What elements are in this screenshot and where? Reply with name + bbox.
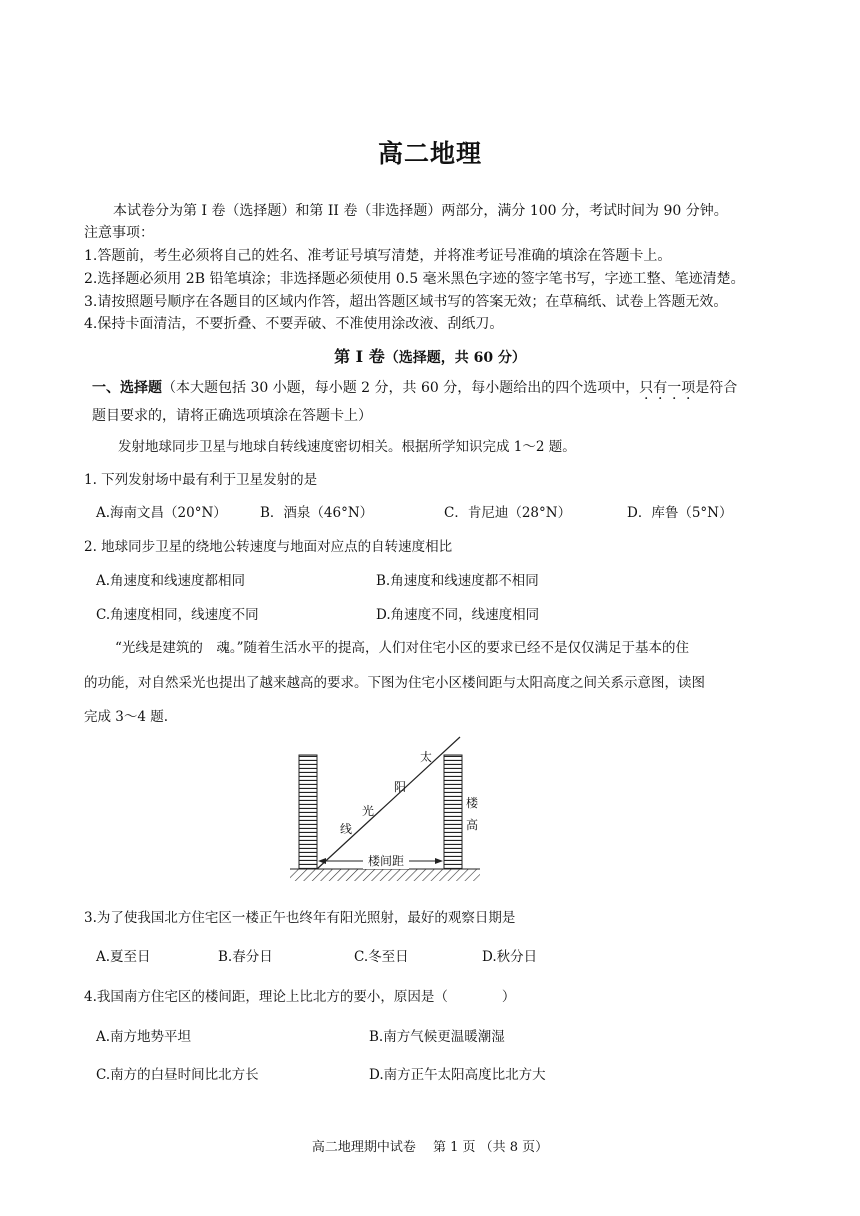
q3-option-c: C.冬至日 [354, 949, 409, 965]
page-footer: 高二地理期中试卷 第 1 页 （共 8 页） [311, 1140, 549, 1155]
notice-item: 3.请按照题号顺序在各题目的区域内作答，超出答题区域书写的答案无效；在草稿纸、试卷上答题无效。 [84, 294, 728, 310]
emphasis-char: 只 [639, 380, 654, 396]
section-main: 第 I 卷 [334, 347, 385, 366]
q1-option-b: B．酒泉（46°N） [260, 505, 374, 521]
q4-option-b: B.南方气候更温暖潮湿 [369, 1029, 505, 1045]
part1-desc-end: 是符合 [695, 380, 738, 396]
q2-option-b: B.角速度和线速度都不相同 [376, 573, 539, 589]
label-sun: 太 [420, 750, 433, 764]
part1-header [92, 377, 737, 397]
q4-option-d: D.南方正午太阳高度比北方大 [369, 1067, 546, 1083]
left-building [299, 755, 317, 869]
q2-option-c: C.角速度相同，线速度不同 [96, 607, 259, 623]
emphasis-char: 项 [681, 380, 696, 396]
label-gao: 高 [466, 818, 479, 832]
q4-option-c: C.南方的白昼时间比北方长 [96, 1067, 259, 1083]
emphasis-char: 一 [667, 380, 682, 396]
q2-option-a: A.角速度和线速度都相同 [96, 573, 246, 589]
spacing-label: 楼间距 [367, 854, 405, 868]
question-1-stem: 1. 下列发射场中最有利于卫星发射的是 [84, 472, 318, 488]
right-building [444, 755, 462, 869]
page-title: 高二地理 [377, 139, 482, 168]
notice-heading: 注意事项： [84, 225, 154, 241]
label-guang: 光 [362, 804, 375, 818]
label-lou: 楼 [466, 796, 479, 810]
question-3-stem: 3.为了使我国北方住宅区一楼正午也终年有阳光照射，最好的观察日期是 [84, 910, 516, 926]
part1-desc: （本大题包括 30 小题，每小题 2 分，共 60 分，每小题给出的四个选项中， [162, 380, 640, 396]
context-2-line2: 的功能，对自然采光也提出了越来越高的要求。下图为住宅小区楼间距与太阳高度之间关系示意图，读图 [84, 675, 705, 691]
q3-option-b: B.春分日 [218, 949, 273, 965]
section-sub: （选择题，共 60 分） [384, 350, 526, 366]
q1-option-c: C．肯尼迪（28°N） [444, 505, 572, 521]
q3-option-a: A.夏至日 [96, 949, 151, 965]
arrow-left-head [318, 858, 326, 864]
part1-label: 一、选择题 [92, 380, 162, 396]
notice-item: 2.选择题必须用 2B 铅笔填涂；非选择题必须使用 0.5 毫米黑色字迹的签字笔书写，字迹工整、笔迹清楚。 [84, 271, 745, 287]
sunlight-line [317, 737, 460, 869]
ground-hatch [290, 869, 480, 881]
label-yang: 阳 [394, 780, 407, 794]
q1-option-d: D．库鲁（5°N） [627, 505, 733, 521]
arrow-right-head [435, 858, 443, 864]
notice-item: 4.保持卡面清洁，不要折叠、不要弄破、不准使用涂改液、刮纸刀。 [84, 316, 504, 332]
q2-option-d: D.角速度不同，线速度相同 [376, 607, 540, 623]
emphasis-char: 有 [653, 380, 668, 396]
context-1: 发射地球同步卫星与地球自转线速度密切相关。根据所学知识完成 1～2 题。 [118, 439, 576, 455]
q1-option-a: A.海南文昌（20°N） [96, 505, 227, 521]
part1-desc-line2: 题目要求的，请将正确选项填涂在答题卡上） [92, 408, 372, 424]
context-2-line3: 完成 3～4 题. [84, 709, 169, 725]
notice-item: 1.答题前，考生必须将自己的姓名、准考证号填写清楚，并将准考证号准确的填涂在答题卡上。 [84, 248, 672, 264]
question-2-stem: 2. 地球同步卫星的绕地公转速度与地面对应点的自转速度相比 [84, 539, 453, 555]
q3-option-d: D.秋分日 [482, 949, 538, 965]
building-spacing-diagram [290, 733, 480, 885]
label-xian: 线 [340, 822, 353, 836]
q4-option-a: A.南方地势平坦 [96, 1029, 192, 1045]
section-title [0, 344, 860, 367]
context-2-line1: “光线是建筑的 魂。”随着生活水平的提高，人们对住宅小区的要求已经不是仅仅满足于基本的住 [115, 640, 690, 656]
intro-text: 本试卷分为第 I 卷（选择题）和第 II 卷（非选择题）两部分，满分 100 分，考试时间为 90 分钟。 [113, 203, 728, 219]
question-4-stem: 4.我国南方住宅区的楼间距，理论上比北方的要小，原因是（ ） [84, 989, 516, 1005]
